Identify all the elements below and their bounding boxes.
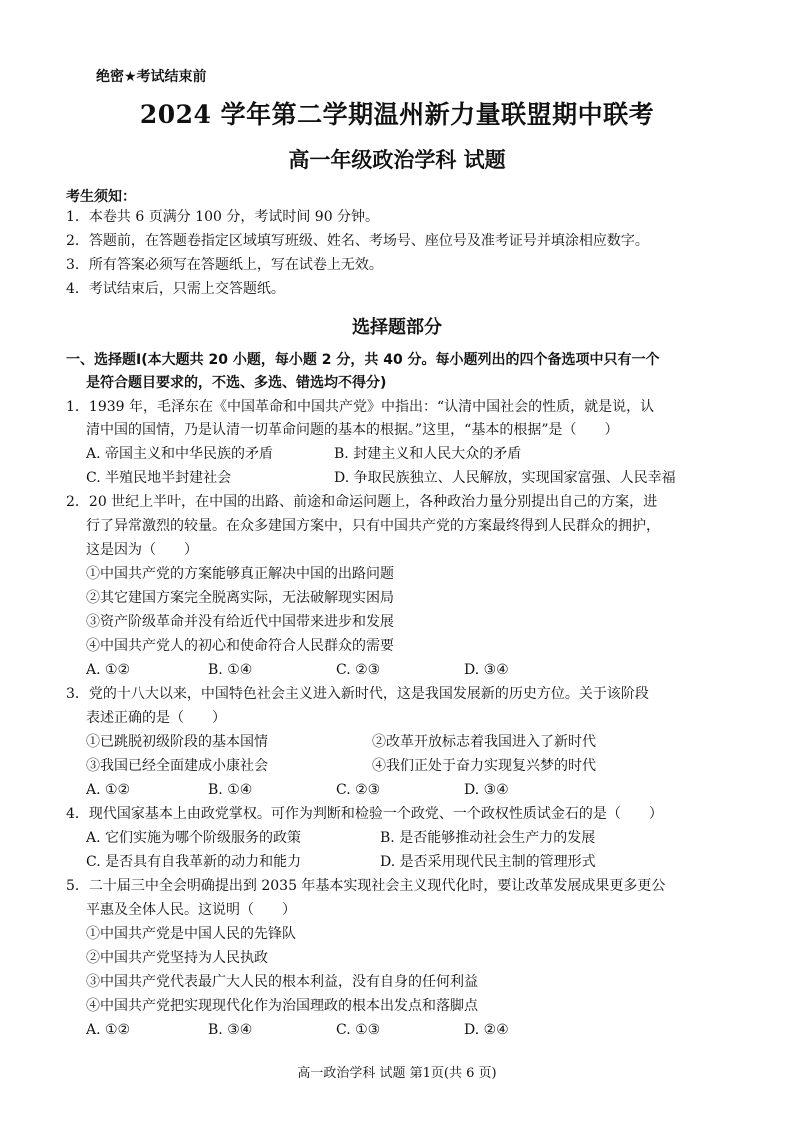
notice-item: 2．答题前，在答题卷指定区域填写班级、姓名、考场号、座位号及准考证号并填涂相应数字。: [66, 233, 649, 249]
question-2-stem: 2．20 世纪上半叶，在中国的出路、前途和命运问题上，各种政治力量分别提出自己的方案，进: [66, 494, 658, 510]
question-5-stem: 平惠及全体人民。这说明（ ）: [86, 902, 296, 918]
question-5-option-c: C. ①③: [336, 1022, 381, 1038]
section-title: 选择题部分: [352, 317, 442, 338]
question-4-option-a: A. 它们实施为哪个阶级服务的政策: [86, 830, 302, 846]
question-5-statement: ①中国共产党是中国人民的先锋队: [86, 926, 296, 942]
question-1-option-a: A. 帝国主义和中华民族的矛盾: [86, 446, 274, 462]
question-3-statement: ③我国已经全面建成小康社会: [86, 758, 268, 774]
question-3-stem: 3．党的十八大以来，中国特色社会主义进入新时代，这是我国发展新的历史方位。关于该阶段: [66, 686, 649, 702]
notice-item: 3．所有答案必须写在答题纸上，写在试卷上无效。: [66, 257, 383, 273]
confidential-label: 绝密★考试结束前: [96, 69, 207, 85]
question-1-stem: 清中国的国情，乃是认清一切革命问题的基本的根据。”这里，“基本的根据”是（ ）: [86, 422, 619, 438]
question-2-option-c: C. ②③: [336, 662, 381, 678]
question-4-stem: 4．现代国家基本上由政党掌权。可作为判断和检验一个政党、一个政权性质试金石的是（ ）: [66, 806, 663, 822]
question-4-option-d: D. 是否采用现代民主制的管理形式: [380, 854, 596, 870]
question-5-option-a: A. ①②: [86, 1022, 131, 1038]
question-2-option-b: B. ①④: [208, 662, 253, 678]
question-1-stem: 1．1939 年，毛泽东在《中国革命和中国共产党》中指出：“认清中国社会的性质，就是说，认: [66, 399, 655, 415]
question-2-statement: ①中国共产党的方案能够真正解决中国的出路问题: [86, 566, 394, 582]
question-3-statement: ②改革开放标志着我国进入了新时代: [372, 734, 596, 750]
question-2-stem: 行了异常激烈的较量。在众多建国方案中，只有中国共产党的方案最终得到人民群众的拥护，: [86, 518, 660, 534]
question-5-option-b: B. ③④: [208, 1022, 253, 1038]
question-2-option-d: D. ③④: [464, 662, 509, 678]
question-2-statement: ④中国共产党人的初心和使命符合人民群众的需要: [86, 638, 394, 654]
question-3-option-b: B. ①④: [208, 782, 253, 798]
question-3-option-d: D. ③④: [464, 782, 509, 798]
question-3-stem: 表述正确的是（ ）: [86, 710, 226, 726]
page-subtitle: 高一年级政治学科 试题: [288, 148, 506, 172]
notice-heading: 考生须知：: [66, 189, 136, 205]
question-5-statement: ④中国共产党把实现现代化作为治国理政的根本出发点和落脚点: [86, 998, 478, 1014]
section-instruction: 是符合题目要求的，不选、多选、错选均不得分): [86, 375, 387, 391]
notice-item: 1．本卷共 6 页满分 100 分，考试时间 90 分钟。: [66, 209, 380, 225]
question-5-statement: ②中国共产党坚持为人民执政: [86, 950, 268, 966]
question-1-option-c: C. 半殖民地半封建社会: [86, 470, 232, 486]
section-instruction: 一、选择题Ⅰ(本大题共 20 小题，每小题 2 分，共 40 分。每小题列出的四个备选项中只有一个: [66, 352, 660, 368]
question-5-statement: ③中国共产党代表最广大人民的根本利益，没有自身的任何利益: [86, 974, 478, 990]
question-2-statement: ②其它建国方案完全脱离实际，无法破解现实困局: [86, 590, 394, 606]
question-5-stem: 5．二十届三中全会明确提出到 2035 年基本实现社会主义现代化时，要让改革发展成果更多更公: [66, 878, 666, 894]
page-footer: 高一政治学科 试题 第1页(共 6 页): [297, 1066, 497, 1081]
question-3-statement: ④我们正处于奋力实现复兴梦的时代: [372, 758, 596, 774]
question-2-option-a: A. ①②: [86, 662, 131, 678]
question-4-option-c: C. 是否具有自我革新的动力和能力: [86, 854, 302, 870]
question-5-option-d: D. ②④: [464, 1022, 509, 1038]
page-title: 2024 学年第二学期温州新力量联盟期中联考: [139, 100, 655, 129]
question-3-option-a: A. ①②: [86, 782, 131, 798]
question-2-statement: ③资产阶级革命并没有给近代中国带来进步和发展: [86, 614, 394, 630]
question-3-statement: ①已跳脱初级阶段的基本国情: [86, 734, 268, 750]
question-3-option-c: C. ②③: [336, 782, 381, 798]
question-1-option-d: D. 争取民族独立、人民解放，实现国家富强、人民幸福: [334, 470, 676, 486]
question-4-option-b: B. 是否能够推动社会生产力的发展: [380, 830, 596, 846]
question-2-stem: 这是因为（ ）: [86, 542, 198, 558]
notice-item: 4．考试结束后，只需上交答题纸。: [66, 281, 285, 297]
question-1-option-b: B. 封建主义和人民大众的矛盾: [334, 446, 522, 462]
